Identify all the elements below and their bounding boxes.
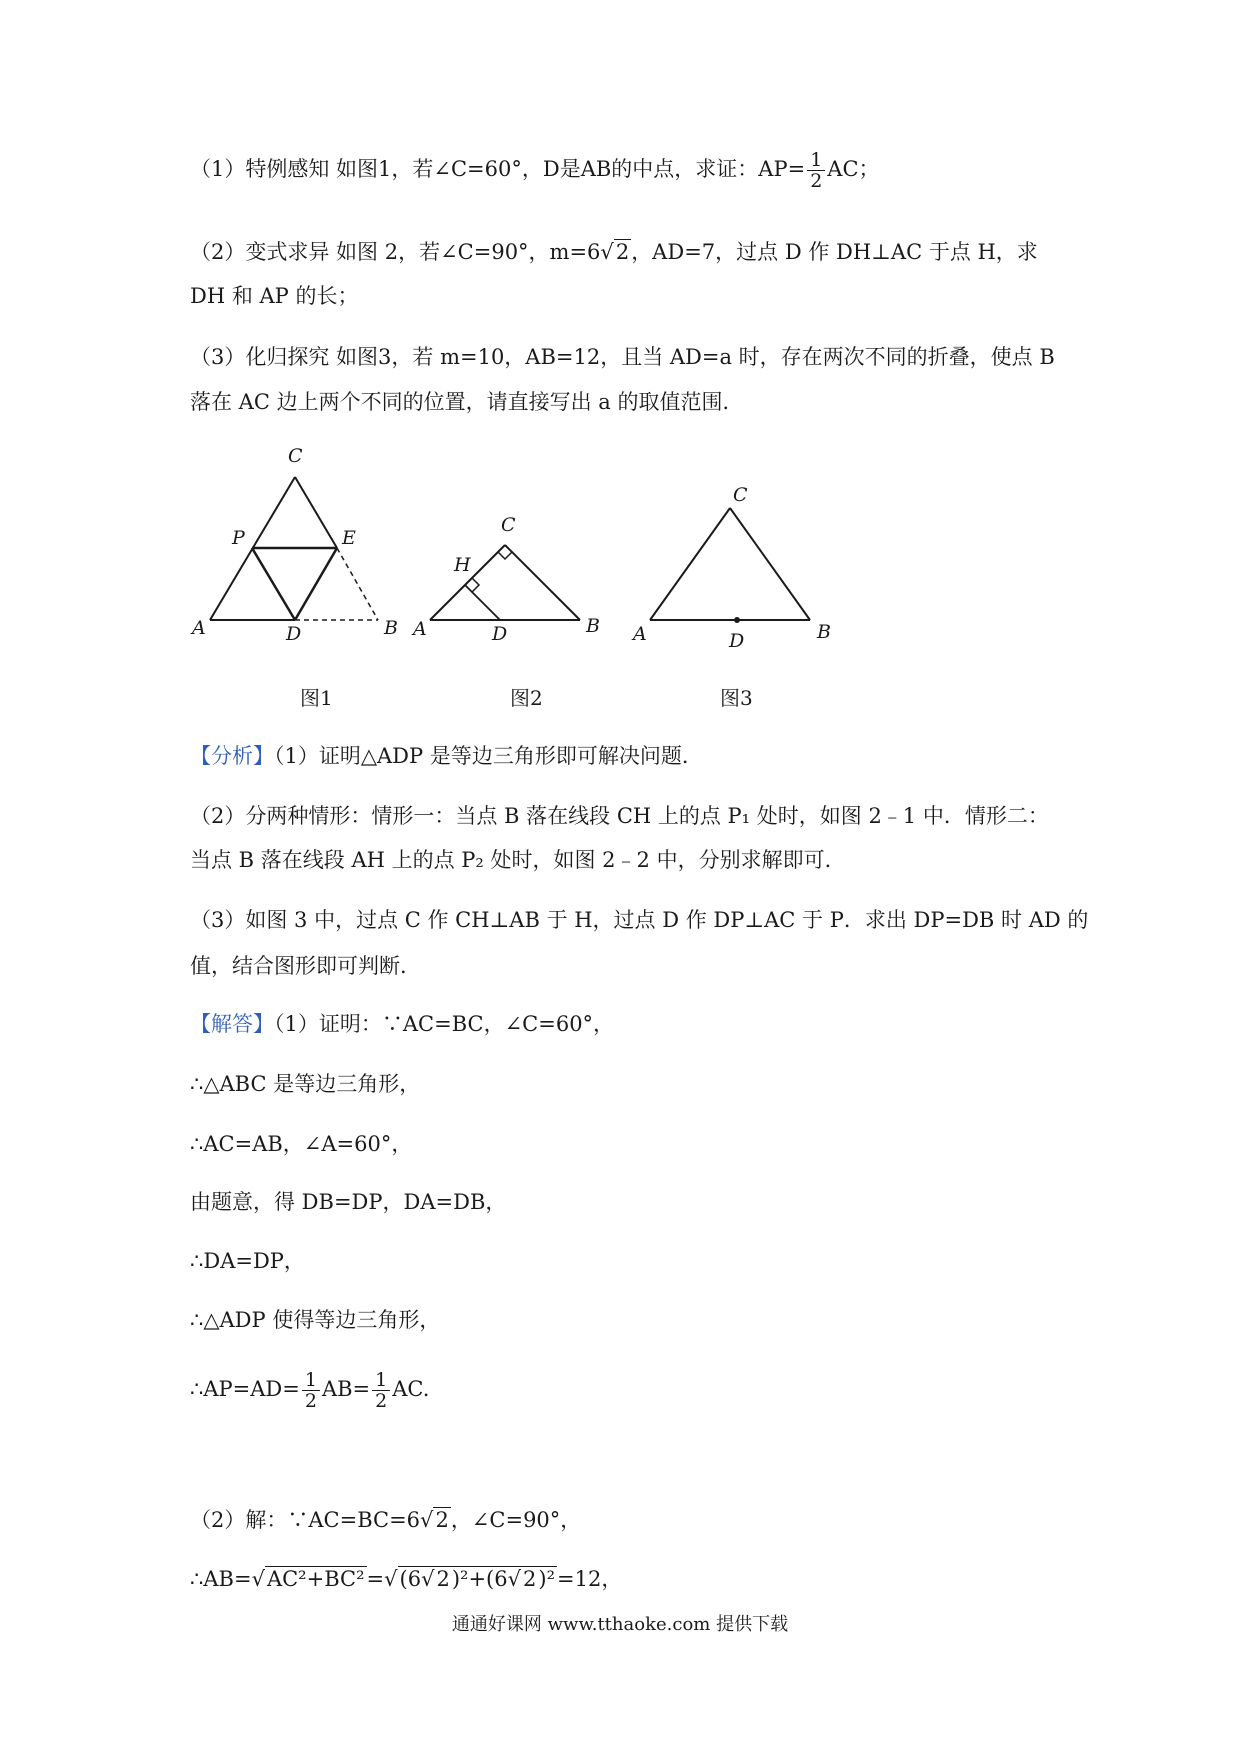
solution-text-1: （1）证明：∵AC=BC，∠C=60°，: [274, 1012, 615, 1036]
figure-1: [190, 440, 410, 650]
solution-8a: （2）解：∵AC=BC=6: [190, 1508, 421, 1532]
fig1-label-d: D: [286, 623, 302, 645]
solution-line6: ∴△ADP 使得等边三角形，: [190, 1308, 441, 1332]
solution-line7: [190, 1370, 429, 1411]
fig1-label-e: E: [342, 527, 356, 549]
figure-3: [625, 475, 845, 655]
inner-a: (6: [399, 1567, 422, 1591]
figure-2: [410, 505, 620, 650]
part3-line1: （3）化归探究 如图3，若 m=10，AB=12，且当 AD=a 时，存在两次不同的折叠，使点 B: [190, 345, 1055, 369]
sqrt-2: √2: [420, 1508, 449, 1532]
fig2-label-a: A: [413, 618, 427, 640]
fig2-label-c: C: [501, 514, 516, 536]
fig3-caption: 图3: [720, 686, 753, 710]
frac-num: 1: [372, 1370, 390, 1391]
solution-7c: AC.: [392, 1377, 430, 1401]
fig1-label-c: C: [288, 445, 303, 467]
part1-prefix: （1）特例感知 如图1，若∠C=60°，D是AB的中点，求证：AP=: [190, 157, 806, 181]
solution-7a: ∴AP=AD=: [190, 1377, 300, 1401]
part2-tail: ，AD=7，过点 D 作 DH⊥AC 于点 H，求: [631, 240, 1038, 264]
solution-tag: 【解答】: [190, 1012, 274, 1036]
sqrt-sum-radicand: AC²+BC²: [266, 1567, 365, 1591]
fig3-label-a: A: [633, 623, 647, 645]
inner-c: )²: [538, 1567, 555, 1591]
fig2-label-h: H: [454, 554, 471, 576]
analysis-tag: 【分析】: [190, 744, 274, 768]
page-footer: 通通好课网 www.tthaoke.com 提供下载: [451, 1614, 789, 1635]
analysis-line3: 当点 B 落在线段 AH 上的点 P₂ 处时，如图 2﹣2 中，分别求解即可．: [190, 848, 846, 872]
part2-text: （2）变式求异 如图 2，若∠C=90°，m=6: [190, 240, 601, 264]
fig3-label-b: B: [817, 621, 831, 643]
fig3-label-c: C: [733, 484, 748, 506]
solution-line8: [190, 1506, 581, 1534]
sqrt-2: √2: [600, 240, 630, 264]
analysis-line4: （3）如图 3 中，过点 C 作 CH⊥AB 于 H，过点 D 作 DP⊥AC 于 P．求出 DP=DB 时 AD 的: [190, 908, 1089, 932]
solution-9b: =: [366, 1567, 385, 1591]
solution-line1: [190, 1010, 614, 1038]
solution-line9: [190, 1565, 622, 1593]
solution-line5: ∴DA=DP，: [190, 1249, 305, 1273]
solution-line2: ∴△ABC 是等边三角形，: [190, 1072, 421, 1096]
sqrt-radicand: 2: [523, 1567, 537, 1591]
sqrt-big-radicand: [398, 1566, 557, 1591]
sqrt-radicand: 2: [615, 240, 630, 264]
fig1-label-p: P: [232, 527, 245, 549]
fraction-half-3: [372, 1370, 390, 1411]
part2-line2: DH 和 AP 的长；: [190, 284, 359, 308]
solution-9c: =12，: [557, 1567, 623, 1591]
part2-line1: [190, 238, 1038, 266]
solution-line4: 由题意，得 DB=DP，DA=DB，: [190, 1190, 507, 1214]
analysis-line1: [190, 742, 703, 770]
sqrt-radicand: 2: [436, 1567, 450, 1591]
solution-7b: AB=: [321, 1377, 371, 1401]
frac-den: 2: [375, 1390, 388, 1412]
fig2-label-d: D: [492, 623, 508, 645]
fraction-half: [807, 150, 825, 191]
part1-suffix: AC；: [827, 157, 880, 181]
sqrt-big: √(6√2)²+(6√2)²: [384, 1567, 555, 1591]
inner-b: )²+(6: [451, 1567, 508, 1591]
frac-num: 1: [302, 1370, 320, 1391]
part1-line: [190, 150, 880, 191]
sqrt-2-inner-b: √2: [507, 1567, 537, 1591]
fig3-label-d: D: [729, 630, 745, 652]
solution-8b: ，∠C=90°，: [450, 1508, 582, 1532]
sqrt-radicand: 2: [435, 1508, 449, 1532]
fraction-half-2: [302, 1370, 320, 1411]
fig1-caption: 图1: [300, 686, 333, 710]
solution-9a: ∴AB=: [190, 1567, 252, 1591]
frac-den: 2: [304, 1390, 317, 1412]
analysis-line5: 值，结合图形即可判断．: [190, 954, 421, 978]
part3-line2: 落在 AC 边上两个不同的位置，请直接写出 a 的取值范围．: [190, 390, 744, 414]
frac-num: 1: [807, 150, 825, 171]
frac-den: 2: [810, 170, 823, 192]
analysis-text-1: （1）证明△ADP 是等边三角形即可解决问题．: [274, 744, 703, 768]
sqrt-sum: √AC²+BC²: [251, 1567, 365, 1591]
sqrt-2-inner-a: √2: [421, 1567, 450, 1591]
fig1-label-a: A: [192, 617, 206, 639]
solution-line3: ∴AC=AB，∠A=60°，: [190, 1132, 413, 1156]
fig2-caption: 图2: [510, 686, 543, 710]
fig2-label-b: B: [586, 615, 600, 637]
analysis-line2: （2）分两种情形：情形一：当点 B 落在线段 CH 上的点 P₁ 处时，如图 2﹣1 中．情形二：: [190, 804, 1049, 828]
fig1-label-b: B: [384, 617, 398, 639]
